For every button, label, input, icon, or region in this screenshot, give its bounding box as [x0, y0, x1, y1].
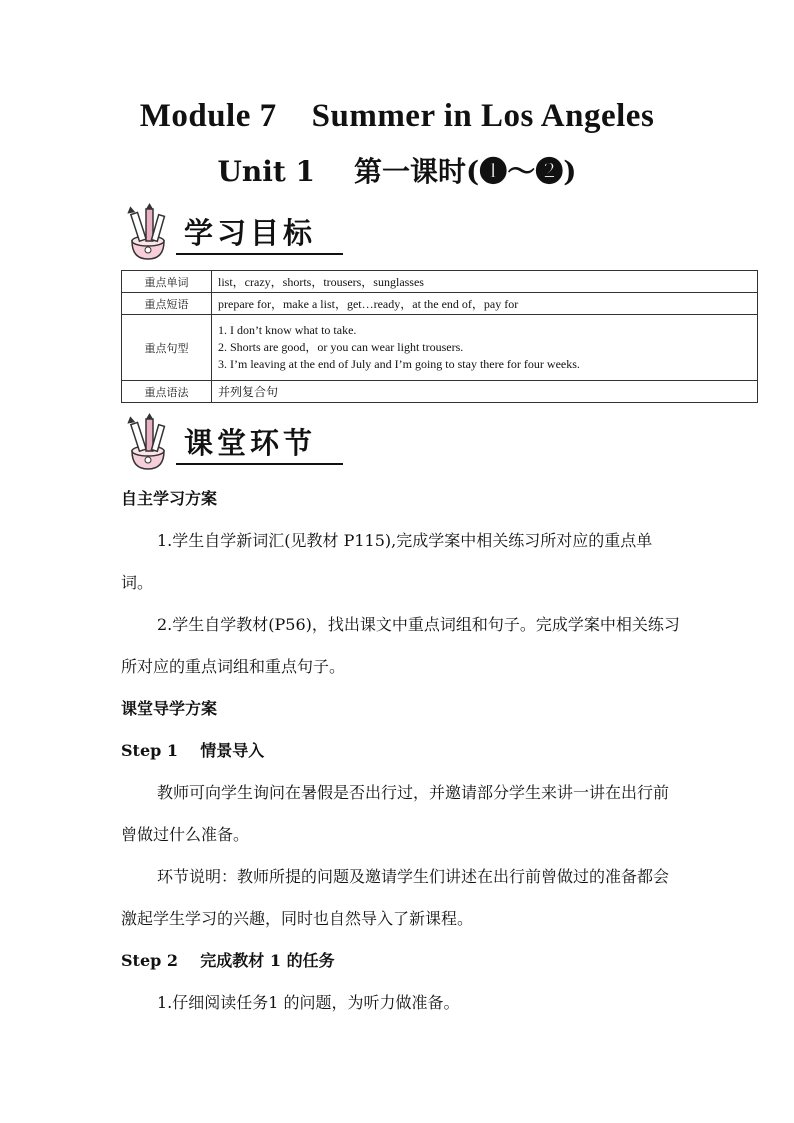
- paragraph: 1.仔细阅读任务1 的问题，为听力做准备。: [157, 993, 460, 1012]
- guide-heading: 课堂导学方案: [121, 699, 218, 718]
- table-row: [122, 315, 758, 381]
- table-row: [122, 381, 758, 403]
- goal-value: [212, 315, 758, 381]
- goal-value: 并列复合句: [212, 381, 758, 403]
- sentence-line: 1. I don’t know what to take.: [218, 323, 357, 337]
- goals-table: [121, 270, 758, 403]
- goals-section-title: 学习目标: [184, 216, 317, 250]
- goals-section-banner: [118, 203, 343, 263]
- page-subtitle: Unit 1 第一课时(❶～❷): [217, 155, 577, 188]
- goal-key: 重点语法: [122, 381, 212, 403]
- page-title: Module 7 Summer in Los Angeles: [139, 98, 655, 134]
- class-section-banner: [118, 413, 343, 473]
- goal-value: list，crazy，shorts，trousers，sunglasses: [212, 271, 758, 293]
- pencil-cup-icon: [118, 203, 178, 263]
- goal-value: prepare for，make a list，get…ready，at the end of，pay for: [212, 293, 758, 315]
- table-row: [122, 271, 758, 293]
- step1-heading: Step 1 情景导入: [121, 741, 265, 760]
- sentence-line: 3. I’m leaving at the end of July and I’m going to stay there for four weeks.: [218, 357, 580, 371]
- paragraph: 1.学生自学新词汇(见教材 P115),完成学案中相关练习所对应的重点单词。: [121, 531, 653, 592]
- lesson-body: [121, 478, 681, 1024]
- goal-key: 重点句型: [122, 315, 212, 381]
- step2-heading: Step 2 完成教材 1 的任务: [121, 951, 335, 970]
- paragraph: 2.学生自学教材(P56)，找出课文中重点词组和句子。完成学案中相关练习所对应的重点词组和重点句子。: [121, 615, 680, 676]
- paragraph: 教师可向学生询问在暑假是否出行过，并邀请部分学生来讲一讲在出行前曾做过什么准备。: [121, 783, 670, 844]
- sentence-line: 2. Shorts are good，or you can wear light trousers.: [218, 340, 464, 354]
- pencil-cup-icon: [118, 413, 178, 473]
- self-study-heading: 自主学习方案: [121, 489, 218, 508]
- paragraph: 环节说明：教师所提的问题及邀请学生们讲述在出行前曾做过的准备都会激起学生学习的兴趣，同时也自然导入了新课程。: [121, 867, 670, 928]
- class-section-title: 课堂环节: [184, 426, 317, 460]
- section-rule: [176, 253, 343, 255]
- table-row: [122, 293, 758, 315]
- goal-key: 重点单词: [122, 271, 212, 293]
- goal-key: 重点短语: [122, 293, 212, 315]
- section-rule: [176, 463, 343, 465]
